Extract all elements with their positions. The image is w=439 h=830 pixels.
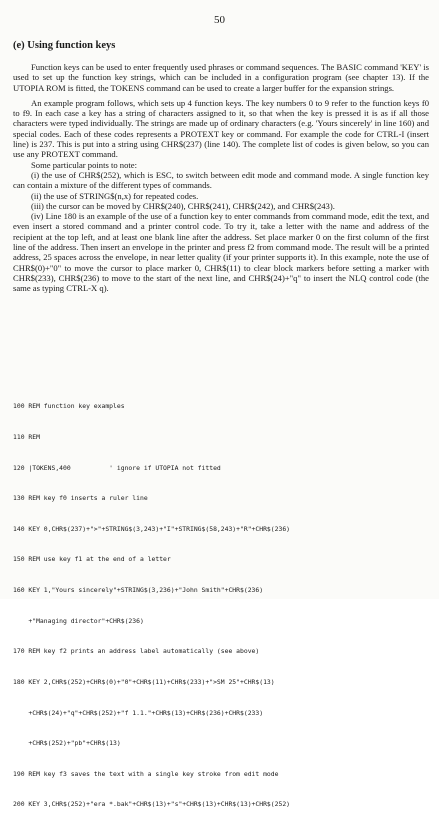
code-line: 150 REM use key f1 at the end of a letter: [13, 555, 171, 564]
code-line: 140 KEY 0,CHR$(237)+">"+STRING$(3,243)+"I"+STRING$(58,243)+"R"+CHR$(236): [13, 524, 291, 533]
code-line: +"Managing director"+CHR$(236): [13, 616, 144, 625]
code-line: 110 REM: [13, 433, 40, 442]
code-line: 130 REM key f0 inserts a ruler line: [13, 494, 148, 503]
section-heading: (e) Using function keys: [13, 40, 116, 51]
paragraph: An example program follows, which sets up 4 function keys. The key numbers 0 to 9 refer to the function keys f0 to f9. In each case a key has a string of characters assigned to it, so that when the key is pressed it is as if all those characters were typed individually. The strings are made up of ordinary characters (e.g. 'Yours sincerely' in line 160) and special codes. Each of these codes represents a PROTEXT key or command. For example the code for CTRL-I (insert line) is 237. This is put into a string using CHR$(237) (line 140). The complete list of codes is given below, so you can use any PROTEXT command.: [13, 97, 429, 160]
code-line: 160 KEY 1,"Yours sincerely"+STRING$(3,236)+"John Smith"+CHR$(236): [13, 586, 264, 595]
point-item: (ii) the use of STRING$(n,x) for repeated codes.: [31, 190, 199, 201]
point-item: (iii) the cursor can be moved by CHR$(240), CHR$(241), CHR$(242), and CHR$(243).: [31, 200, 335, 211]
code-listing: [13, 381, 433, 830]
point-item: (i) the use of CHR$(252), which is ESC, to switch between edit mode and command mode. A single function key can contain a mixture of the different types of commands.: [13, 169, 429, 191]
code-line: 120 |TOKENS,400 ' ignore if UTOPIA not fitted: [13, 463, 221, 472]
point-item: (iv) Line 180 is an example of the use of a function key to enter commands from command mode, edit the text, and even insert a stored command and a printer control code. To try it, take a letter with the name and address of the recipient at the top left, and at least one blank line after the address. Set place marker 0 on the first column of the first line of the address. Then insert an envelope in the printer and press f2 from command mode. The result will be a printed address, 25 spaces across the envelope, in near letter quality (if your printer supports it). In this example, note the use of CHR$(0)+"0" to move the cursor to place marker 0, CHR$(11) to clear block markers before setting a marker with CHR$(233), CHR$(236) to move to the start of the next line, and CHR$(24)+"q" to insert the NLQ control code (the same as typing CTRL-X q).: [13, 211, 429, 294]
body-text: [13, 62, 429, 294]
code-line: 190 REM key f3 saves the text with a single key stroke from edit mode: [13, 769, 279, 778]
code-line: 100 REM function key examples: [13, 402, 125, 411]
code-line: 170 REM key f2 prints an address label automatically (see above): [13, 647, 260, 656]
code-line: +CHR$(24)+"q"+CHR$(252)+"f 1.1."+CHR$(13)+CHR$(236)+CHR$(233): [13, 708, 264, 717]
code-line: +CHR$(252)+"pb"+CHR$(13): [13, 739, 121, 748]
paragraph: Function keys can be used to enter frequently used phrases or command sequences. The BASIC command 'KEY' is used to set up the function key strings, which can be included in a configuration program (see chapter 13). If the UTOPIA ROM is fitted, the TOKENS command can be used to create a larger buffer for the expansion strings.: [13, 62, 429, 93]
paragraph: Some particular points to note:: [31, 159, 137, 170]
page-number: 50: [214, 14, 225, 26]
code-line: 180 KEY 2,CHR$(252)+CHR$(0)+"0"+CHR$(11)+CHR$(233)+">SM 25"+CHR$(13): [13, 677, 275, 686]
code-line: 200 KEY 3,CHR$(252)+"era *.bak"+CHR$(13)+"s"+CHR$(13)+CHR$(13)+CHR$(252): [13, 800, 291, 809]
